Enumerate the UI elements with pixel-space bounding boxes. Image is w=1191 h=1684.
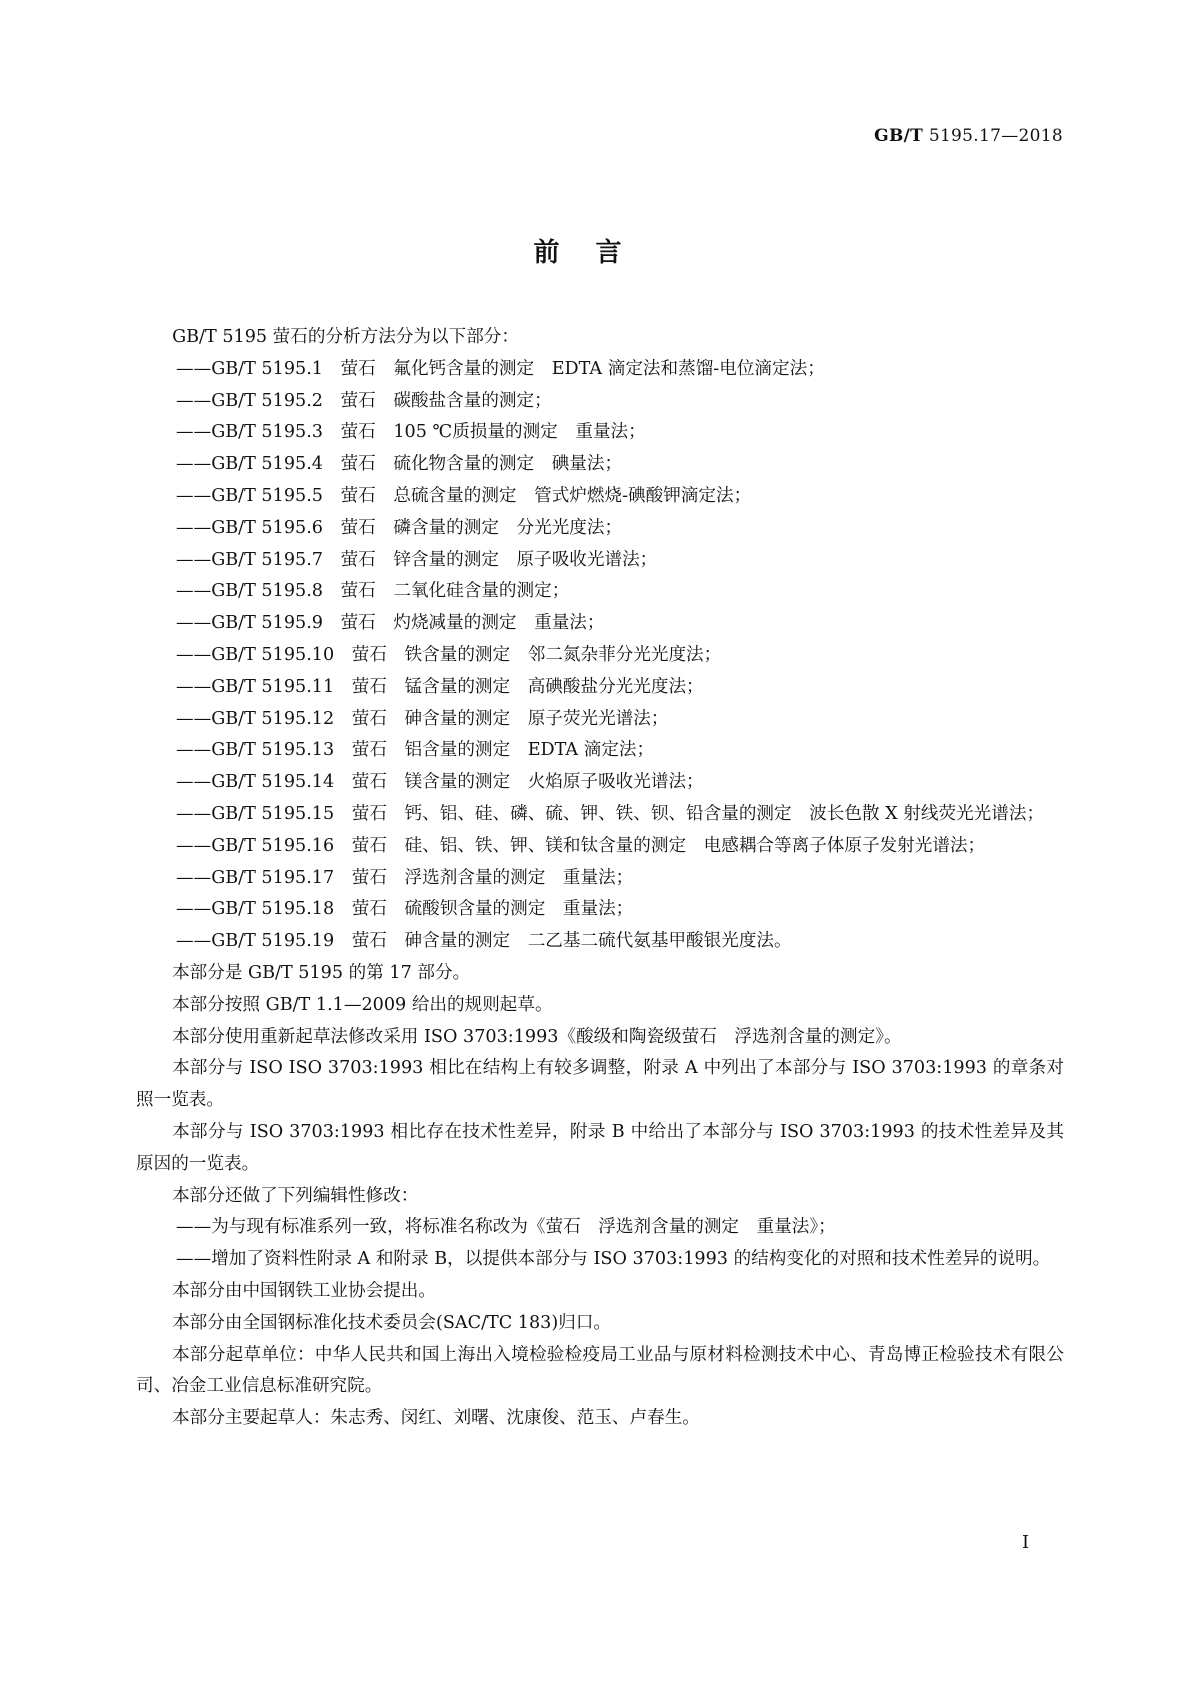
list-item: ——GB/T 5195.15 萤石 钙、铝、硅、磷、硫、钾、铁、钡、铅含量的测定 波长色散 X 射线荧光光谱法； — [176, 803, 1045, 824]
list-item: ——GB/T 5195.13 萤石 铝含量的测定 EDTA 滴定法； — [176, 740, 655, 761]
header-code-prefix: GB/T — [874, 126, 924, 146]
page-title: 前言 — [533, 238, 658, 268]
list-item: ——GB/T 5195.6 萤石 磷含量的测定 分光光度法； — [176, 517, 623, 538]
list-item: ——GB/T 5195.2 萤石 碳酸盐含量的测定； — [176, 390, 552, 411]
list-item: ——GB/T 5195.17 萤石 浮选剂含量的测定 重量法； — [176, 867, 634, 888]
page-number: I — [1022, 1532, 1030, 1553]
list-item: ——为与现有标准系列一致，将标准名称改为《萤石 浮选剂含量的测定 重量法》； — [176, 1217, 836, 1238]
paragraph-group-a — [136, 958, 1064, 1212]
paragraph-group-b — [136, 1276, 1064, 1435]
paragraph: 本部分是 GB/T 5195 的第 17 部分。 — [172, 962, 471, 983]
list-item: ——GB/T 5195.10 萤石 铁含量的测定 邻二氮杂菲分光光度法； — [176, 644, 722, 665]
paragraph: 本部分起草单位：中华人民共和国上海出入境检验检疫局工业品与原材料检测技术中心、青岛博正检验技术有限公司、冶金工业信息标准研究院。 — [136, 1344, 1064, 1397]
list-item: ——GB/T 5195.16 萤石 硅、铝、铁、钾、镁和钛含量的测定 电感耦合等离子体原子发射光谱法； — [176, 835, 986, 856]
foreword-body — [136, 322, 1064, 1435]
list-item: ——GB/T 5195.19 萤石 砷含量的测定 二乙基二硫代氨基甲酸银光度法。 — [176, 931, 792, 952]
paragraph: 本部分使用重新起草法修改采用 ISO 3703:1993《酸级和陶瓷级萤石 浮选剂含量的测定》。 — [172, 1026, 902, 1047]
list-item: ——GB/T 5195.4 萤石 硫化物含量的测定 碘量法； — [176, 454, 623, 475]
list-item: ——GB/T 5195.1 萤石 氟化钙含量的测定 EDTA 滴定法和蒸馏-电位滴定法； — [176, 358, 825, 379]
list-item: ——GB/T 5195.12 萤石 砷含量的测定 原子荧光光谱法； — [176, 708, 669, 729]
edits-list — [136, 1212, 1064, 1276]
header-code-number: 5195.17—2018 — [928, 126, 1063, 146]
paragraph: 本部分还做了下列编辑性修改： — [172, 1185, 419, 1206]
list-item: ——GB/T 5195.8 萤石 二氧化硅含量的测定； — [176, 581, 570, 602]
list-item: ——GB/T 5195.7 萤石 锌含量的测定 原子吸收光谱法； — [176, 549, 658, 570]
paragraph: 本部分主要起草人：朱志秀、闵红、刘曙、沈康俊、范玉、卢春生。 — [172, 1408, 700, 1429]
list-item: ——GB/T 5195.9 萤石 灼烧减量的测定 重量法； — [176, 613, 605, 634]
list-item: ——GB/T 5195.18 萤石 硫酸钡含量的测定 重量法； — [176, 899, 634, 920]
list-item: ——GB/T 5195.3 萤石 105 ℃质损量的测定 重量法； — [176, 422, 646, 443]
list-item: ——增加了资料性附录 A 和附录 B，以提供本部分与 ISO 3703:1993 的结构变化的对照和技术性差异的说明。 — [176, 1249, 1051, 1270]
paragraph: 本部分与 ISO ISO 3703:1993 相比在结构上有较多调整，附录 A 中列出了本部分与 ISO 3703:1993 的章条对照一览表。 — [136, 1058, 1064, 1111]
paragraph: 本部分由中国钢铁工业协会提出。 — [172, 1280, 436, 1301]
list-item: ——GB/T 5195.11 萤石 锰含量的测定 高碘酸盐分光光度法； — [176, 676, 704, 697]
paragraph: 本部分由全国钢标准化技术委员会(SAC/TC 183)归口。 — [172, 1312, 612, 1333]
intro-paragraph: GB/T 5195 萤石的分析方法分为以下部分： — [172, 327, 519, 347]
list-item: ——GB/T 5195.5 萤石 总硫含量的测定 管式炉燃烧-碘酸钾滴定法； — [176, 485, 752, 506]
document-code-header — [874, 126, 1063, 146]
list-item: ——GB/T 5195.14 萤石 镁含量的测定 火焰原子吸收光谱法； — [176, 772, 704, 793]
paragraph: 本部分与 ISO 3703:1993 相比存在技术性差异，附录 B 中给出了本部分与 ISO 3703:1993 的技术性差异及其原因的一览表。 — [136, 1121, 1064, 1174]
parts-list — [136, 354, 1064, 958]
paragraph: 本部分按照 GB/T 1.1—2009 给出的规则起草。 — [172, 994, 553, 1015]
